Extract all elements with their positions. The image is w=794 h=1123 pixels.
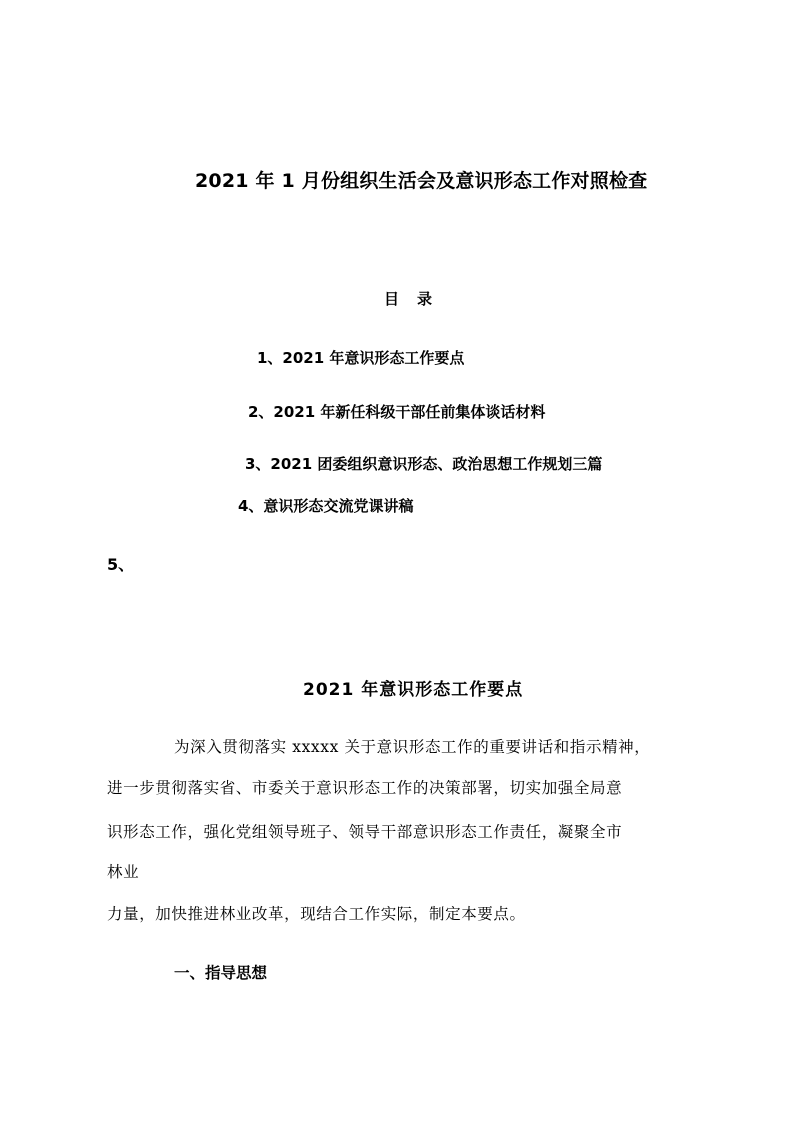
subheading-guiding-ideology: 一、指导思想 — [174, 964, 268, 982]
paragraph-line: 力量，加快推进林业改革，现结合工作实际，制定本要点。 — [107, 905, 526, 923]
paragraph-line: 进一步贯彻落实省、市委关于意识形态工作的决策部署，切实加强全局意 — [107, 779, 623, 797]
toc-item: 3、2021 团委组织意识形态、政治思想工作规划三篇 — [245, 455, 603, 473]
paragraph-line: 为深入贯彻落实 xxxxx 关于意识形态工作的重要讲话和指示精神， — [174, 738, 651, 756]
toc-item: 1、2021 年意识形态工作要点 — [257, 349, 465, 367]
toc-item: 4、意识形态交流党课讲稿 — [238, 497, 414, 515]
section-title: 2021 年意识形态工作要点 — [303, 680, 524, 700]
toc-item: 5、 — [107, 555, 135, 574]
toc-heading: 目录 — [384, 290, 451, 308]
paragraph-line: 林业 — [107, 863, 140, 881]
toc-item: 2、2021 年新任科级干部任前集体谈话材料 — [248, 403, 546, 421]
document-title: 2021 年 1 月份组织生活会及意识形态工作对照检查 — [195, 170, 648, 192]
paragraph-line: 识形态工作，强化党组领导班子、领导干部意识形态工作责任，凝聚全市 — [107, 823, 623, 841]
